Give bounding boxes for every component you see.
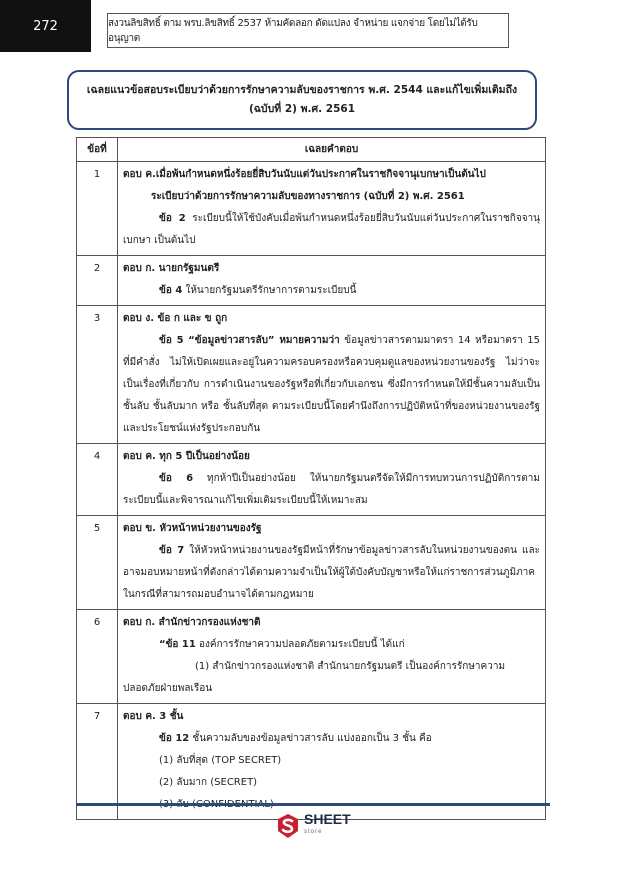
answer-clause — [123, 208, 540, 252]
answer-cell — [118, 162, 546, 256]
question-number: 7 — [77, 704, 118, 820]
answer-lead-continued: ระเบียบว่าด้วยการรักษาความลับของทางราชการ (ฉบับที่ 2) พ.ศ. 2561 — [151, 191, 465, 202]
answer-clause — [123, 728, 540, 750]
question-number: 3 — [77, 306, 118, 444]
clause-term: “ข้อมูลข่าวสารลับ” หมายความว่า — [188, 335, 340, 346]
document-title — [67, 70, 537, 130]
sheet-store-logo-icon — [276, 813, 300, 839]
copyright-text: สงวนลิขสิทธิ์ ตาม พรบ.ลิขสิทธิ์ 2537 ห้ามคัดลอก ดัดแปลง จำหน่าย แจกจ่าย โดยไม่ได้รับอนุญาต — [108, 17, 478, 44]
list-item: (1) ลับที่สุด (TOP SECRET) — [159, 755, 282, 766]
answer-lead: ตอบ ก. สำนักข่าวกรองแห่งชาติ — [123, 617, 261, 628]
footer-divider — [76, 803, 550, 806]
answer-cell — [118, 610, 546, 704]
clause-label: ข้อ 7 — [159, 545, 185, 556]
question-number: 5 — [77, 516, 118, 610]
list-item: (2) ลับมาก (SECRET) — [159, 777, 258, 788]
answer-sub-item: (1) สำนักข่าวกรองแห่งชาติ สำนักนายกรัฐมนตรี เป็นองค์การรักษาความปลอดภัยฝ่ายพลเรือน — [123, 661, 506, 694]
answer-clause — [123, 330, 540, 440]
table-row — [77, 444, 546, 516]
brand-logo — [276, 813, 351, 839]
brand-title: SHEET — [304, 811, 351, 827]
answer-cell — [118, 516, 546, 610]
table-header-row — [77, 138, 546, 162]
page-number: 272 — [33, 18, 58, 34]
table-row — [77, 610, 546, 704]
question-number: 2 — [77, 256, 118, 306]
clause-text: ให้หัวหน้าหน่วยงานของรัฐมีหน้าที่รักษาข้อมูลข่าวสารลับในหน่วยงานของตน และอาจมอบหมายหน้าที่ดังกล่าวได้ตามความจำเป็นให้ผู้ใต้บังคับบัญชาหรือให้แก่ราชการส่วนภูมิภาค ในกรณีที่สามารถมอบอำนาจได้ตามกฎหมาย — [123, 545, 540, 600]
question-number: 1 — [77, 162, 118, 256]
title-line-1: เฉลยแนวข้อสอบระเบียบว่าด้วยการรักษาความลับของราชการ พ.ศ. 2544 และแก้ไขเพิ่มเติมถึง — [86, 84, 518, 96]
clause-label: ข้อ 2 — [159, 213, 186, 224]
answer-cell — [118, 444, 546, 516]
question-number: 6 — [77, 610, 118, 704]
answer-lead: ตอบ ค. ทุก 5 ปีเป็นอย่างน้อย — [123, 451, 250, 462]
header-question-number: ข้อที่ — [77, 138, 118, 162]
answer-lead: ตอบ ค.เมื่อพ้นกำหนดหนึ่งร้อยยี่สิบวันนับแต่วันประกาศในราชกิจจานุเบกษาเป็นต้นไป — [123, 169, 486, 180]
clause-text: ระเบียบนี้ให้ใช้บังคับเมื่อพ้นกำหนดหนึ่งร้อยยี่สิบวันนับแต่วันประกาศในราชกิจจานุเบกษา เป็นต้นไป — [123, 213, 541, 246]
answer-clause — [123, 280, 540, 302]
clause-text: ให้นายกรัฐมนตรีรักษาการตามระเบียบนี้ — [182, 285, 357, 296]
table-row — [77, 162, 546, 256]
clause-text: ทุกห้าปีเป็นอย่างน้อย ให้นายกรัฐมนตรีจัดให้มีการทบทวนการปฏิบัติการตามระเบียบนี้และพิจารณาแก้ไขเพิ่มเติมระเบียบนี้ให้เหมาะสม — [123, 473, 540, 506]
answer-clause — [123, 468, 540, 512]
copyright-notice — [107, 13, 509, 48]
answer-lead: ตอบ ก. นายกรัฐมนตรี — [123, 263, 220, 274]
clause-label: ข้อ 6 — [159, 473, 194, 484]
brand-subtitle: store — [304, 829, 323, 835]
answer-lead: ตอบ ค. 3 ชั้น — [123, 711, 184, 722]
answer-cell — [118, 256, 546, 306]
page-number-box — [0, 0, 91, 52]
brand-name — [304, 813, 351, 839]
clause-label: ข้อ 5 — [159, 335, 184, 346]
clause-text: ชั้นความลับของข้อมูลข่าวสารลับ แบ่งออกเป็น 3 ชั้น คือ — [189, 733, 432, 744]
answer-clause — [123, 540, 540, 606]
table-row — [77, 256, 546, 306]
answer-table — [76, 137, 546, 820]
answer-lead: ตอบ ง. ข้อ ก และ ข ถูก — [123, 313, 228, 324]
clause-label: ข้อ 12 — [159, 733, 190, 744]
header-answer: เฉลยคำตอบ — [118, 138, 546, 162]
clause-label: ข้อ 4 — [159, 285, 183, 296]
answer-lead: ตอบ ข. หัวหน้าหน่วยงานของรัฐ — [123, 523, 262, 534]
clause-text: ข้อมูลข่าวสารตามมาตรา 14 หรือมาตรา 15 ที่มีคำสั่ง ไม่ให้เปิดเผยและอยู่ในความครอบครองหรือควบคุมดูแลของหน่วยงานของรัฐ ไม่ว่าจะเป็นเรื่องที่เกี่ยวกับ การดำเนินงานของรัฐหรือที่เกี่ยวกับเอกชน ซึ่งมีการกำหนดให้มีชั้นความลับเป็น ชั้นลับ ชั้นลับมาก หรือ ชั้นลับที่สุด ตามระเบียบนี้โดยคำนึงถึงการปฏิบัติหน้าที่ของหน่วยงานของรัฐและประโยชน์แห่งรัฐประกอบกัน — [123, 335, 540, 434]
table-row — [77, 306, 546, 444]
answer-quote — [123, 634, 540, 656]
quote-label: “ข้อ 11 — [159, 639, 196, 650]
table-row — [77, 516, 546, 610]
answer-cell — [118, 306, 546, 444]
question-number: 4 — [77, 444, 118, 516]
title-line-2: (ฉบับที่ 2) พ.ศ. 2561 — [248, 103, 356, 115]
quote-text: องค์การรักษาความปลอดภัยตามระเบียบนี้ ได้แก่ — [195, 639, 405, 650]
